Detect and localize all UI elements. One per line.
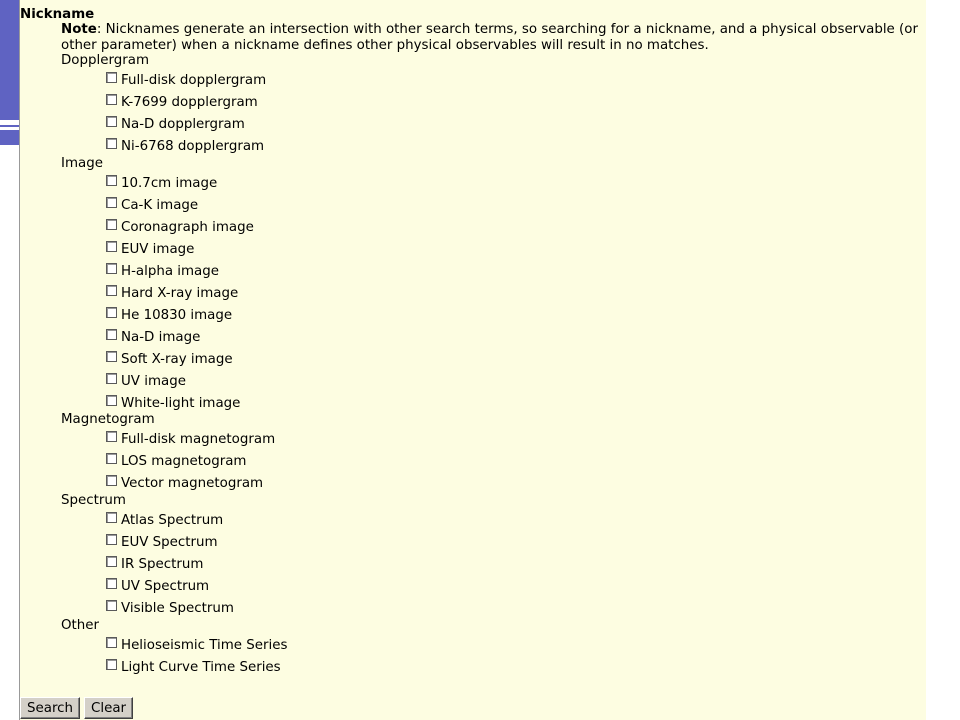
option-label: Soft X-ray image	[121, 351, 233, 367]
checkbox[interactable]	[106, 197, 117, 208]
option-euv-image[interactable]	[106, 240, 194, 258]
checkbox[interactable]	[106, 637, 117, 648]
checkbox[interactable]	[106, 72, 117, 83]
option-label: EUV image	[121, 241, 195, 257]
note-paragraph	[61, 22, 923, 54]
option-k-7699-dopplergram[interactable]	[106, 93, 258, 111]
checkbox[interactable]	[106, 351, 117, 362]
checkbox[interactable]	[106, 285, 117, 296]
checkbox[interactable]	[106, 329, 117, 340]
option-label: Ni-6768 dopplergram	[121, 138, 265, 154]
checkbox[interactable]	[106, 578, 117, 589]
group-label-other: Other	[61, 618, 100, 633]
option-label: Full-disk dopplergram	[121, 72, 267, 88]
option-label: LOS magnetogram	[121, 453, 247, 469]
search-form-panel	[20, 0, 926, 720]
checkbox[interactable]	[106, 94, 117, 105]
checkbox[interactable]	[106, 556, 117, 567]
option-uv-spectrum[interactable]	[106, 577, 209, 595]
option-label: Hard X-ray image	[121, 285, 239, 301]
checkbox[interactable]	[106, 263, 117, 274]
option-label: Na-D dopplergram	[121, 116, 245, 132]
option-he-10830-image[interactable]	[106, 306, 232, 324]
option-label: He 10830 image	[121, 307, 233, 323]
option-label: EUV Spectrum	[121, 534, 218, 550]
option-label: Light Curve Time Series	[121, 659, 281, 675]
option-euv-spectrum[interactable]	[106, 533, 218, 551]
option-visible-spectrum[interactable]	[106, 599, 234, 617]
search-button[interactable]: Search	[20, 697, 80, 719]
option-white-light-image[interactable]	[106, 394, 240, 412]
option-hard-x-ray-image[interactable]	[106, 284, 238, 302]
checkbox[interactable]	[106, 512, 117, 523]
option-atlas-spectrum[interactable]	[106, 511, 223, 529]
option-label: 10.7cm image	[121, 175, 218, 191]
option-helioseismic-time-series[interactable]	[106, 636, 287, 654]
option-10-7cm-image[interactable]	[106, 174, 217, 192]
checkbox[interactable]	[106, 116, 117, 127]
option-light-curve-time-series[interactable]	[106, 658, 281, 676]
checkbox[interactable]	[106, 373, 117, 384]
checkbox[interactable]	[106, 307, 117, 318]
option-label: Na-D image	[121, 329, 201, 345]
option-coronagraph-image[interactable]	[106, 218, 254, 236]
option-label: UV Spectrum	[121, 578, 210, 594]
option-label: Coronagraph image	[121, 219, 254, 235]
option-label: Vector magnetogram	[121, 475, 264, 491]
option-h-alpha-image[interactable]	[106, 262, 219, 280]
option-label: Full-disk magnetogram	[121, 431, 276, 447]
checkbox[interactable]	[106, 175, 117, 186]
group-label-magnetogram: Magnetogram	[61, 412, 155, 427]
option-uv-image[interactable]	[106, 372, 186, 390]
clear-button[interactable]: Clear	[84, 697, 133, 719]
left-frame	[0, 0, 19, 720]
option-ni-6768-dopplergram[interactable]	[106, 137, 264, 155]
option-label: Helioseismic Time Series	[121, 637, 288, 653]
checkbox[interactable]	[106, 431, 117, 442]
right-margin	[926, 0, 960, 720]
option-label: Ca-K image	[121, 197, 199, 213]
left-accent-bar	[0, 0, 19, 120]
checkbox[interactable]	[106, 219, 117, 230]
option-ir-spectrum[interactable]	[106, 555, 203, 573]
option-label: White-light image	[121, 395, 241, 411]
checkbox[interactable]	[106, 241, 117, 252]
checkbox[interactable]	[106, 534, 117, 545]
checkbox[interactable]	[106, 453, 117, 464]
option-los-magnetogram[interactable]	[106, 452, 246, 470]
option-na-d-dopplergram[interactable]	[106, 115, 245, 133]
group-label-image: Image	[61, 156, 103, 171]
form-buttons	[20, 697, 133, 719]
section-title: Nickname	[20, 7, 95, 22]
option-label: IR Spectrum	[121, 556, 204, 572]
group-label-spectrum: Spectrum	[61, 493, 126, 508]
option-full-disk-magnetogram[interactable]	[106, 430, 275, 448]
option-label: Visible Spectrum	[121, 600, 234, 616]
option-ca-k-image[interactable]	[106, 196, 198, 214]
option-label: UV image	[121, 373, 186, 389]
note-label: Note	[61, 22, 97, 37]
option-vector-magnetogram[interactable]	[106, 474, 263, 492]
option-label: Atlas Spectrum	[121, 512, 224, 528]
option-label: H-alpha image	[121, 263, 219, 279]
group-label-dopplergram: Dopplergram	[61, 53, 149, 68]
left-accent-block	[0, 130, 19, 145]
checkbox[interactable]	[106, 395, 117, 406]
checkbox[interactable]	[106, 659, 117, 670]
option-full-disk-dopplergram[interactable]	[106, 71, 266, 89]
checkbox[interactable]	[106, 138, 117, 149]
checkbox[interactable]	[106, 600, 117, 611]
option-soft-x-ray-image[interactable]	[106, 350, 233, 368]
checkbox[interactable]	[106, 475, 117, 486]
note-text: : Nicknames generate an intersection with other search terms, so searching for a nickname, and a physical observable (or other parameter) when a nickname defines other physical observables will result in no matches.	[61, 22, 918, 53]
option-na-d-image[interactable]	[106, 328, 200, 346]
option-label: K-7699 dopplergram	[121, 94, 258, 110]
